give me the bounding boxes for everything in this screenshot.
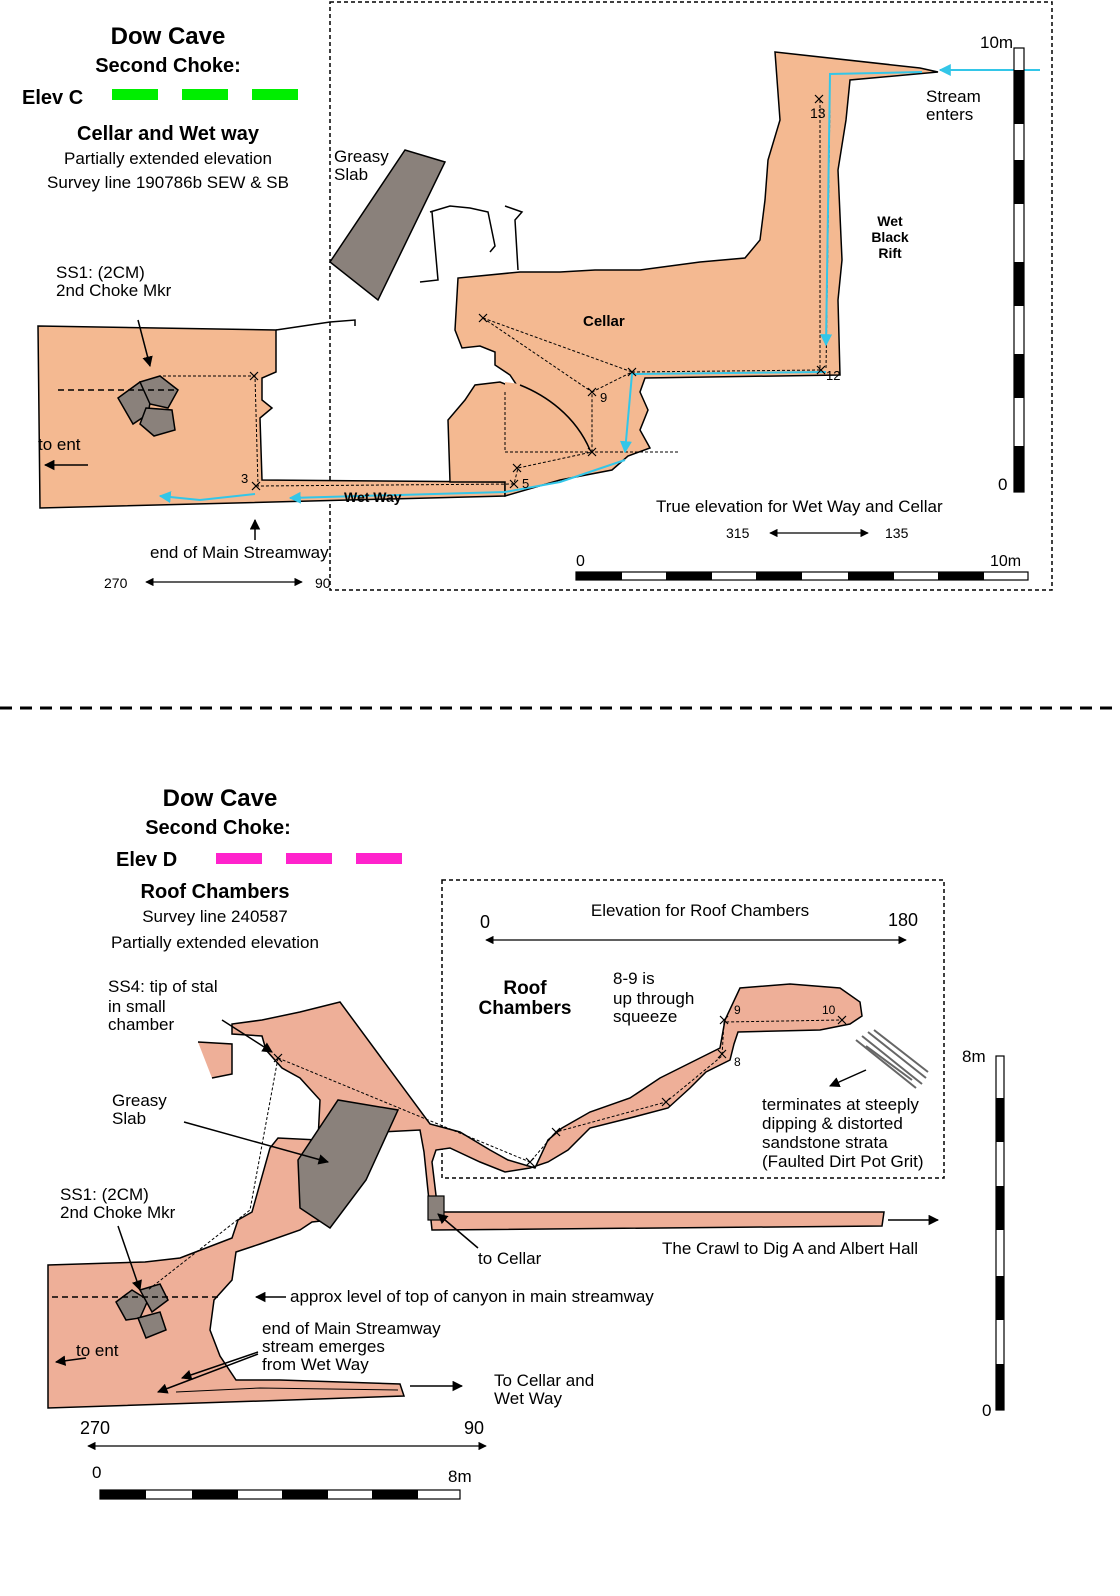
box-title: Elevation for Roof Chambers	[590, 901, 810, 920]
scale-h-d-8m: 8m	[448, 1467, 472, 1486]
horizontal-scale-d	[100, 1490, 460, 1499]
box-bearing-0: 0	[480, 912, 491, 932]
wet-black-rift-1: Wet	[877, 213, 903, 229]
terminates-4: (Faulted Dirt Pot Grit)	[762, 1152, 924, 1171]
scale-h-10m: 10m	[990, 553, 1022, 570]
to-cellar-label: to Cellar	[478, 1249, 542, 1268]
bearing-270-d: 270	[80, 1418, 111, 1438]
elev-c-section-title: Cellar and Wet way	[77, 123, 259, 145]
ledge-outline	[276, 320, 355, 330]
greasy-slab-d-1: Greasy	[112, 1091, 167, 1110]
to-ent-label-d: to ent	[76, 1341, 119, 1360]
true-elev-label: True elevation for Wet Way and Cellar	[656, 497, 943, 516]
elev-c-key-line	[112, 89, 298, 100]
scale-v-d-8m: 8m	[962, 1047, 986, 1066]
cellar-label: Cellar	[583, 313, 625, 330]
elev-c-label: Elev C	[22, 87, 84, 109]
roof-chambers-passage	[48, 984, 884, 1408]
elev-d-section-title: Roof Chambers	[140, 881, 290, 903]
roof-chambers-label-1: Roof	[503, 978, 547, 999]
end-main-d-3: from Wet Way	[262, 1355, 369, 1374]
bearing-90-d: 90	[464, 1418, 485, 1438]
elev-d-key-line	[216, 853, 402, 864]
wall-fragment-2	[505, 206, 522, 270]
elev-c-section	[22, 2, 1052, 591]
squeeze-note-1: 8-9 is	[613, 969, 655, 988]
scale-h-d-0: 0	[92, 1463, 102, 1482]
bearing-135: 135	[885, 525, 909, 541]
scale-h-0: 0	[576, 553, 585, 570]
ss4-label-3: chamber	[108, 1015, 175, 1034]
terminates-3: sandstone strata	[762, 1133, 888, 1152]
terminates-pointer	[830, 1070, 866, 1086]
end-main-d-1: end of Main Streamway	[262, 1319, 441, 1338]
chamber-protrusion	[198, 1042, 232, 1078]
ss1-label-2: 2nd Choke Mkr	[56, 281, 172, 300]
scale-v-10m: 10m	[980, 33, 1014, 52]
box-bearing-180: 180	[888, 910, 919, 930]
stream-cellar	[625, 372, 826, 452]
crawl-label: The Crawl to Dig A and Albert Hall	[662, 1239, 919, 1258]
strata-hatch	[856, 1030, 928, 1088]
elev-d-title: Dow Cave	[162, 785, 278, 812]
station-5: 5	[522, 476, 530, 491]
main-streamway-end-passage	[38, 326, 505, 508]
greasy-slab-label-2: Slab	[334, 165, 369, 184]
station-8-d: 8	[734, 1055, 741, 1069]
squeeze-note-3: squeeze	[613, 1007, 678, 1026]
station-9: 9	[600, 390, 608, 405]
elev-d-desc2: Partially extended elevation	[111, 933, 319, 952]
elev-d-label: Elev D	[116, 849, 178, 871]
approx-level-label: approx level of top of canyon in main streamway	[290, 1287, 654, 1306]
ss1-label-1: SS1: (2CM)	[56, 263, 145, 282]
wet-way-label: Wet Way	[344, 489, 402, 505]
elev-c-desc2: Survey line 190786b SEW & SB	[47, 173, 289, 192]
station-10-d: 10	[822, 1003, 836, 1017]
end-main-label: end of Main Streamway	[150, 543, 329, 562]
ss1-d-1: SS1: (2CM)	[60, 1185, 149, 1204]
horizontal-scale-c	[576, 572, 1028, 580]
greasy-slab-d-2: Slab	[112, 1109, 147, 1128]
vertical-scale-c	[1014, 48, 1024, 492]
to-cellar-wet-1: To Cellar and	[494, 1371, 595, 1390]
stream-enters-1: Stream	[926, 87, 981, 106]
scale-v-d-0: 0	[982, 1401, 992, 1420]
wall-fragment-3	[420, 212, 438, 282]
terminates-2: dipping & distorted	[762, 1114, 903, 1133]
bearing-315: 315	[726, 525, 750, 541]
vertical-scale-d	[996, 1056, 1004, 1410]
elev-d-subtitle: Second Choke:	[145, 817, 291, 839]
elev-c-title: Dow Cave	[110, 23, 226, 50]
station-9-d: 9	[734, 1003, 741, 1017]
ss4-label-1: SS4: tip of stal	[108, 977, 218, 996]
bearing-270: 270	[104, 575, 128, 591]
to-cellar-wet-2: Wet Way	[494, 1389, 563, 1408]
ss1-d-2: 2nd Choke Mkr	[60, 1203, 176, 1222]
elev-c-desc1: Partially extended elevation	[64, 149, 272, 168]
greasy-slab-label-1: Greasy	[334, 147, 389, 166]
elev-d-desc1: Survey line 240587	[142, 907, 288, 926]
elev-d-section	[48, 785, 1004, 1499]
station-13: 13	[810, 105, 826, 121]
station-3: 3	[241, 471, 249, 486]
wet-black-rift-3: Rift	[878, 245, 902, 261]
scale-v-0: 0	[998, 475, 1008, 494]
wet-black-rift-2: Black	[871, 229, 909, 245]
roof-chambers-label-2: Chambers	[478, 998, 572, 1019]
bearing-90: 90	[315, 575, 331, 591]
terminates-1: terminates at steeply	[762, 1095, 919, 1114]
greasy-slab-boulder	[298, 1100, 398, 1228]
squeeze-note-2: up through	[613, 989, 695, 1008]
to-ent-label: to ent	[38, 435, 81, 454]
elev-c-subtitle: Second Choke:	[95, 55, 241, 77]
ss4-label-2: in small	[108, 997, 166, 1016]
stream-enters-2: enters	[926, 105, 974, 124]
wall-fragment-1	[430, 206, 495, 252]
end-main-d-2: stream emerges	[262, 1337, 385, 1356]
station-12: 12	[826, 368, 841, 383]
